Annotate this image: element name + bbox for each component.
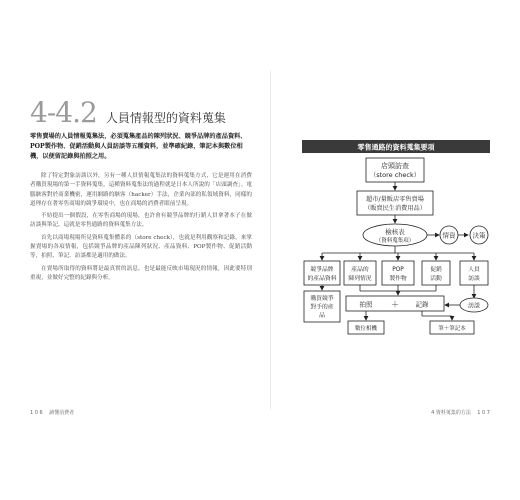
item-label: 製作物 <box>389 276 407 282</box>
gutter <box>270 70 271 410</box>
venue-label: 超市/量販店零售賣場 <box>366 196 424 203</box>
running-head: 4 資料蒐集的方法 <box>431 410 471 416</box>
store-check-label: 店頭訪查 <box>381 162 409 170</box>
page-number: 1 0 6 <box>30 410 43 416</box>
item-label: 競爭品牌 <box>310 267 334 273</box>
right-page <box>280 70 508 416</box>
store-check-sub: （store check） <box>369 171 421 179</box>
item-label: 訪談 <box>468 276 480 282</box>
item-label: 人員 <box>468 267 480 273</box>
paragraph: 不妨提出一個假設，在零售商場的現場，也許會有競爭品牌的行銷人員拿著本子在做訪談與筆記，這就是零售通路的資料蒐集方法。 <box>30 213 252 229</box>
checklist-label: 檢核表 <box>385 228 405 236</box>
paragraph: 除了特定對象訪談以外，另有一種人員情報蒐集法的資料蒐集方式，它是運用在消費者購買現場的第一手資料蒐集，這種資料蒐集法的過程就是日本人所說的「店頭調查」。電腦駭客對於商業機密，運用網路的駭客（hacker）手法，企業內部的私領域資料，同樣的道理存在著零售商場的競爭環境中，也在商場的消費者眼前呈現。 <box>30 173 252 207</box>
section-heading <box>30 96 226 129</box>
right-folio <box>431 409 490 416</box>
buy-competitor-label: 購買競爭 <box>310 296 334 302</box>
notebook-label: 筆＋筆記本 <box>438 326 466 332</box>
diagram-title: 零售通路的資料蒐集要項 <box>357 143 435 152</box>
checklist-sub: （資料蒐集項） <box>375 238 415 244</box>
plus-sign: ＋ <box>391 300 399 309</box>
item-display <box>344 261 376 285</box>
interview-label: 訪談 <box>467 302 481 310</box>
paragraph: 在賣場所取得的資料將是最真實的訊息，也是最能反映市場現況的情報，因此要特別重視，並做好完整的紀錄與分析。 <box>30 265 252 281</box>
item-label: 產品的 <box>351 267 369 273</box>
left-folio <box>30 409 74 416</box>
item-competitor-product <box>304 261 340 285</box>
buy-competitor-label: 對手的產 <box>310 304 334 311</box>
item-pop <box>382 261 414 285</box>
running-head: 讀懂消費者 <box>49 410 75 416</box>
book-spread <box>12 70 508 416</box>
section-number: 4-4.2 <box>30 96 97 129</box>
body-text <box>30 172 252 286</box>
item-label: 活動 <box>430 276 442 282</box>
item-label: 陳列情況 <box>348 276 372 282</box>
paragraph: 首先以商場現場所見資料蒐集體系的（store check），也就是利用觀察和記錄，來掌握賣場的各項情報，包括競爭品牌的產品陳列狀況、產品資料、POP製作物、促銷活動等，拍照、筆記、訪談都是適用的做法。 <box>30 234 252 260</box>
section-title: 人員情報型的資料蒐集 <box>105 111 226 125</box>
decision-label: 決策 <box>472 231 486 240</box>
buy-competitor-label: 品 <box>319 313 325 319</box>
left-page <box>12 70 260 416</box>
intel-label: 情資 <box>442 231 456 240</box>
data-collection-diagram <box>302 140 490 340</box>
photo-label: 拍照 <box>359 300 373 309</box>
page-number: 1 0 7 <box>477 410 490 416</box>
venue-sub: （販賣民生消費用品） <box>364 205 426 212</box>
item-interview <box>460 261 488 285</box>
item-label: 的產品資料 <box>307 276 337 282</box>
lead-paragraph: 零售賣場的人員情報蒐集法，必須蒐集產品的陳列狀況、競爭品牌的產品資料、POP製作物、促銷活動與人員訪談等五種資料，並準確紀錄，筆記本與數位相機，以便留記錄與拍照之用。 <box>30 133 247 160</box>
item-promotion <box>422 261 450 285</box>
item-label: 促銷 <box>430 267 442 273</box>
record-label: 記錄 <box>415 300 429 309</box>
camera-label: 數位相機 <box>354 326 378 332</box>
item-label: POP <box>392 267 404 273</box>
